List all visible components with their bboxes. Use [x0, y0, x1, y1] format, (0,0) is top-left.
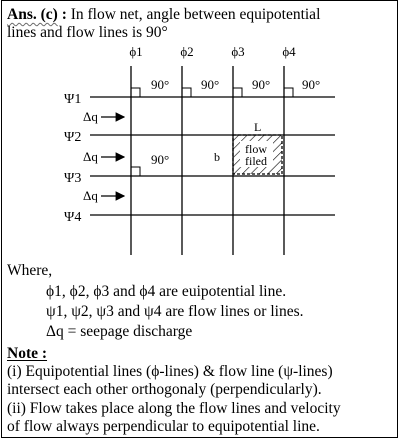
dq-label-1: Δq	[83, 109, 98, 124]
dq-label-2: Δq	[83, 149, 98, 164]
note-point-1-line-1: (i) Equipotential lines (ϕ-lines) & flow line (ψ-lines)	[7, 363, 333, 380]
flow-field-label: filed	[245, 154, 267, 168]
answer-separator: :	[57, 6, 71, 23]
right-angle-marker	[233, 88, 242, 97]
flow-net-diagram	[0, 40, 400, 255]
answer-text: In flow net, angle between equipotential	[70, 6, 321, 23]
dq-label-3: Δq	[83, 188, 98, 203]
where-label: Where,	[7, 262, 53, 279]
where-line-phi: ϕ1, ϕ2, ϕ3 and ϕ4 are euipotential line.	[46, 283, 287, 300]
breadth-label: b	[214, 150, 220, 164]
angle-label: 90°	[151, 152, 170, 167]
angle-label: 90°	[252, 77, 271, 92]
angle-label: 90°	[201, 77, 220, 92]
psi-label-4: Ψ4	[64, 210, 82, 225]
phi-label-1: ϕ1	[129, 44, 143, 59]
right-angle-marker	[131, 167, 140, 176]
angle-label: 90°	[151, 77, 170, 92]
right-angle-marker	[131, 88, 140, 97]
psi-label-2: Ψ2	[64, 130, 82, 145]
where-line-dq: Δq = seepage discharge	[46, 323, 193, 340]
note-point-2-line-1: (ii) Flow takes place along the flow lines and velocity	[7, 400, 341, 417]
angle-label: 90°	[302, 77, 321, 92]
answer-line-2: lines and flow lines is 90°	[7, 24, 168, 41]
flow-field-label: flow	[245, 142, 267, 156]
right-angle-marker	[284, 88, 293, 97]
note-title: Note :	[7, 345, 48, 362]
length-label: L	[254, 120, 262, 134]
phi-label-2: ϕ2	[180, 44, 194, 59]
phi-label-3: ϕ3	[231, 44, 245, 59]
where-line-psi: ψ1, ψ2, ψ3 and ψ4 are flow lines or lines.	[46, 303, 304, 320]
psi-label-1: Ψ1	[64, 92, 82, 107]
note-point-1-line-2: intersect each other orthogonaly (perpendicularly).	[7, 381, 322, 398]
note-point-2-line-2: of flow always perpendicular to equipotential line.	[7, 418, 320, 435]
answer-line-1	[7, 6, 320, 24]
right-angle-marker	[182, 88, 191, 97]
psi-label-3: Ψ3	[64, 171, 82, 186]
answer-label: Ans. (c)	[7, 6, 58, 23]
phi-label-4: ϕ4	[282, 44, 296, 59]
